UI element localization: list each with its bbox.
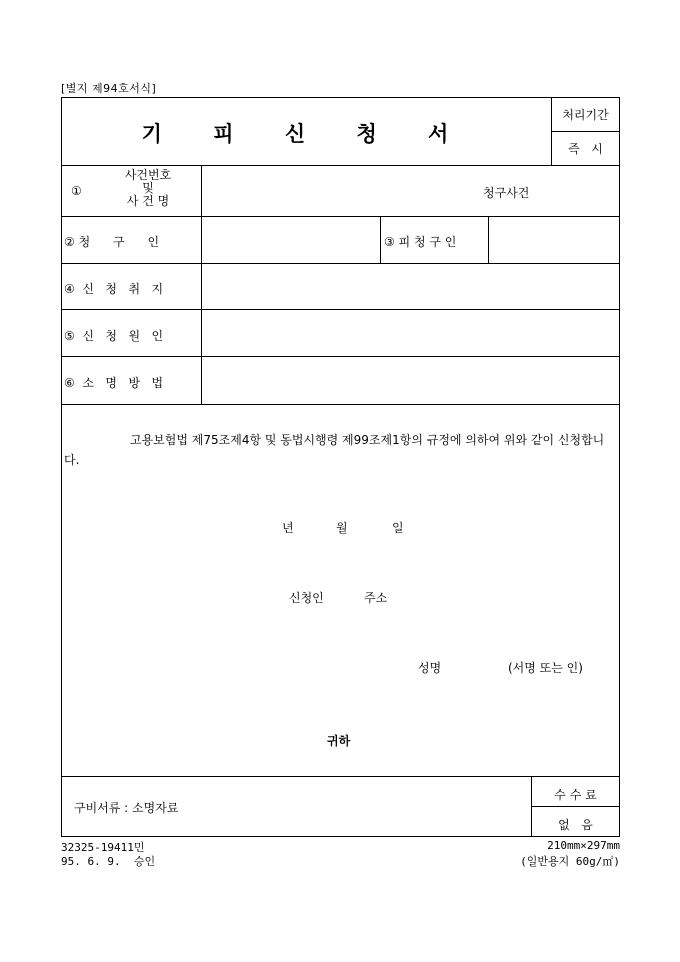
respondent-field[interactable]: [489, 217, 619, 262]
processing-value: 즉 시: [568, 142, 603, 156]
form-number: [별지 제94호서식]: [61, 82, 157, 95]
approval-date: 95. 6. 9. 승인: [61, 855, 156, 868]
addressee: 귀하: [327, 734, 351, 748]
paper-size: 210mm×297mm: [547, 839, 620, 852]
reason-label: ⑤ 신 청 원 인: [64, 329, 164, 343]
case-label-line: 사건번호: [124, 168, 172, 182]
purpose-label: ④ 신 청 취 지: [64, 282, 164, 296]
name-label: 성명: [418, 661, 442, 675]
form-code: 32325-19411민: [61, 841, 145, 854]
row-number: ①: [71, 184, 82, 198]
case-label-line: 및: [142, 181, 154, 195]
applicant-signature-label: 신청인: [289, 591, 324, 605]
case-value: 청구사건: [483, 186, 530, 200]
case-label: [100, 169, 196, 208]
applicant-field[interactable]: [202, 217, 378, 262]
divider: [62, 776, 619, 777]
date-month: 월: [336, 521, 348, 535]
purpose-field[interactable]: [202, 263, 619, 308]
processing-label: 처리기간: [562, 108, 609, 122]
paper-type: (일반용지 60g/㎡): [520, 855, 620, 868]
divider: [380, 216, 381, 263]
statement-text: 고용보험법 제75조제4항 및 동법시행령 제99조제1항의 규정에 의하여 위와 같이 신청합니다.: [64, 433, 605, 467]
method-field[interactable]: [202, 357, 619, 403]
respondent-label: ③ 피 청 구 인: [384, 235, 457, 249]
sign-label: (서명 또는 인): [508, 661, 583, 675]
divider: [62, 165, 619, 166]
reason-field[interactable]: [202, 310, 619, 355]
date-day: 일: [392, 521, 404, 535]
divider: [551, 131, 619, 132]
address-label: 주소: [364, 591, 388, 605]
case-label-line: 사 건 명: [126, 194, 170, 208]
fee-label: 수 수 료: [554, 788, 597, 802]
method-label: ⑥ 소 명 방 법: [64, 376, 164, 390]
date-year: 년: [282, 521, 294, 535]
divider: [62, 404, 619, 405]
divider: [531, 806, 619, 807]
attachments-label: 구비서류 : 소명자료: [74, 801, 179, 815]
applicant-label: ② 청 구 인: [64, 235, 160, 249]
fee-value: 없 음: [558, 818, 593, 832]
form-title: 기 피 신 청 서: [141, 121, 471, 146]
